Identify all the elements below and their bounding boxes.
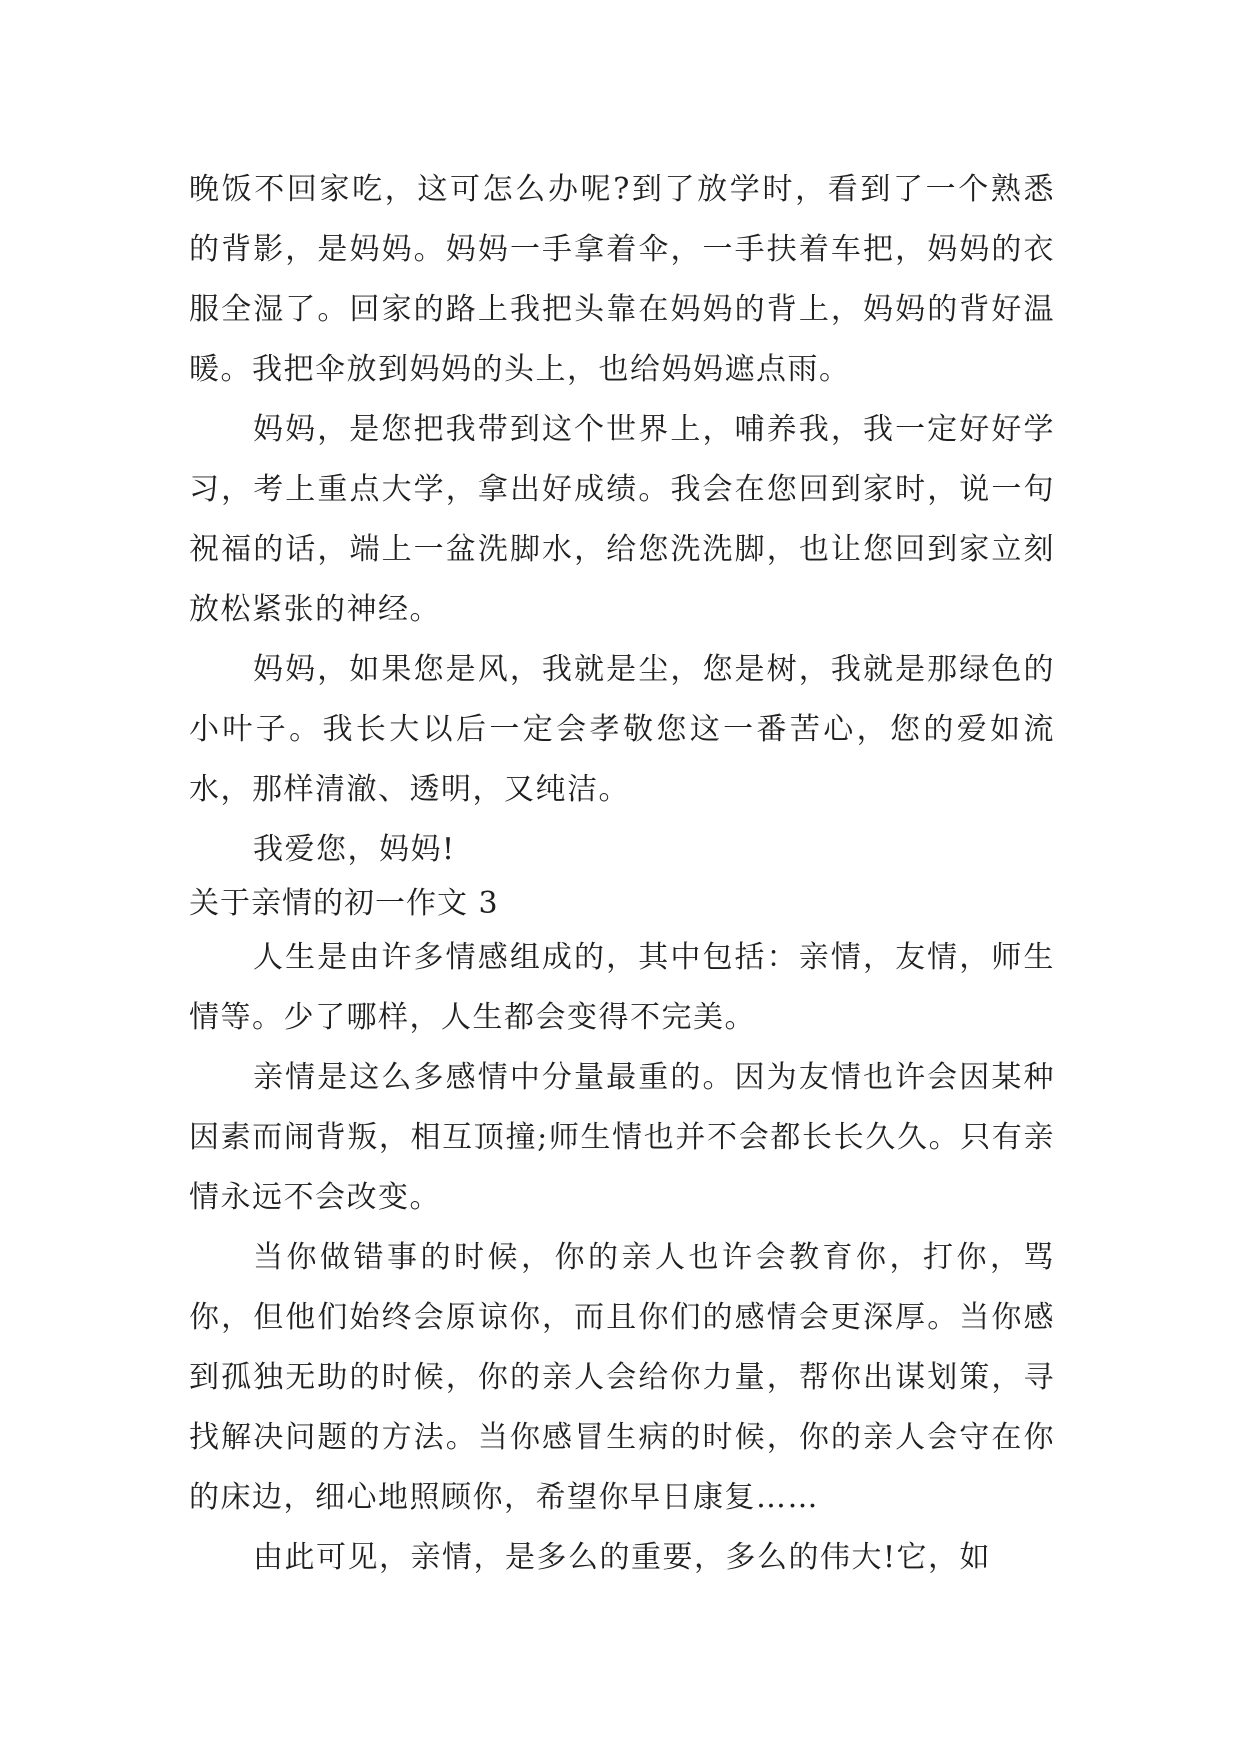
paragraph: 妈妈，如果您是风，我就是尘，您是树，我就是那绿色的小叶子。我长大以后一定会孝敬您这一番苦心，您的爱如流水，那样清澈、透明，又纯洁。 [189,652,1055,807]
paragraph: 人生是由许多情感组成的，其中包括：亲情，友情，师生情等。少了哪样，人生都会变得不完美。 [189,940,1055,1035]
paragraph: 我爱您，妈妈! [253,832,456,867]
paragraph: 由此可见，亲情，是多么的重要，多么的伟大!它，如 [253,1540,992,1575]
paragraph: 晚饭不回家吃，这可怎么办呢?到了放学时，看到了一个熟悉的背影，是妈妈。妈妈一手拿着伞，一手扶着车把，妈妈的衣服全湿了。回家的路上我把头靠在妈妈的背上，妈妈的背好温暖。我把伞放到妈妈的头上，也给妈妈遮点雨。 [189,172,1055,387]
paragraph: 当你做错事的时候，你的亲人也许会教育你，打你，骂你，但他们始终会原谅你，而且你们的感情会更深厚。当你感到孤独无助的时候，你的亲人会给你力量，帮你出谋划策，寻找解决问题的方法。当你感冒生病的时候，你的亲人会守在你的床边，细心地照顾你，希望你早日康复…… [189,1240,1055,1515]
section-heading: 关于亲情的初一作文 3 [189,886,499,921]
paragraph: 亲情是这么多感情中分量最重的。因为友情也许会因某种因素而闹背叛，相互顶撞;师生情也并不会都长长久久。只有亲情永远不会改变。 [189,1060,1055,1215]
paragraph: 妈妈，是您把我带到这个世界上，哺养我，我一定好好学习，考上重点大学，拿出好成绩。我会在您回到家时，说一句祝福的话，端上一盆洗脚水，给您洗洗脚，也让您回到家立刻放松紧张的神经。 [189,412,1055,627]
document-body [189,160,1055,1588]
